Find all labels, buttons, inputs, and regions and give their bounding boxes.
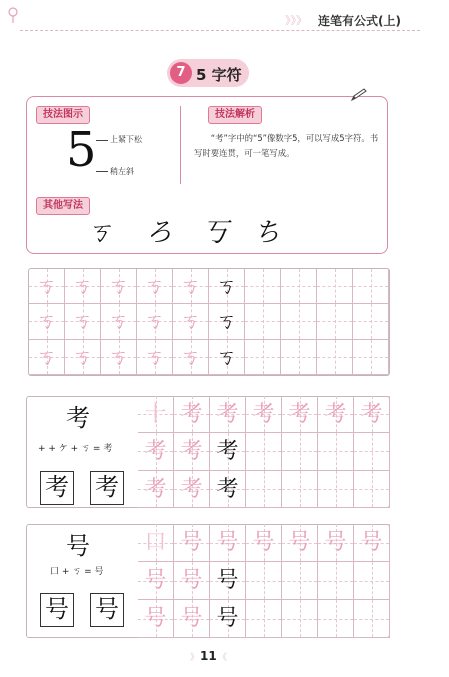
grid-cell [137,304,173,339]
technique-demo-label: 技法图示 [36,106,90,124]
grid-cell [354,433,390,470]
guide-line [335,269,336,303]
grid-character: ㄎ [72,274,93,298]
guide-line [263,304,264,338]
guide-line [336,471,337,507]
grid-character: 号 [144,606,167,631]
grid-character: 考 [324,402,347,427]
grid-character: 考 [216,439,239,465]
mini-char-box: 号 [90,593,124,627]
guide-line [299,340,300,374]
grid-character: 号 [288,530,311,555]
guide-line [264,433,265,469]
block-main-char: 考 [66,404,90,432]
grid-cell [209,340,245,375]
grid-cell [282,600,318,638]
guide-line [264,471,265,507]
grid-cell [318,562,354,600]
guide-line [263,269,264,303]
pencil-icon [350,88,368,102]
grid-character: ㄎ [216,344,237,369]
grid-character: ㄎ [144,274,165,298]
grid-cell [318,600,354,638]
grid-character: ㄎ [108,309,129,334]
grid-cell [65,269,101,304]
grid-character: 考 [252,402,275,427]
grid-cell [245,340,281,375]
block-formula: 口 + ㄎ = 号 [50,567,104,577]
guide-line [371,340,372,374]
lesson-name: 5 字符 [196,66,242,84]
alt-writing-4: ち [254,218,281,248]
grid-cell [318,433,354,470]
grid-character: ㄎ [36,309,57,334]
grid-character: ㄎ [180,274,201,298]
grid-character: 号 [216,530,239,555]
grid-cell [209,304,245,339]
grid-cell [65,304,101,339]
grid-character: ㄎ [36,344,57,369]
technique-analysis-label: 技法解析 [208,106,262,124]
grid-character: 考 [144,476,167,502]
grid-cell [281,340,317,375]
grid-character: 考 [180,476,203,502]
grid-cell [281,304,317,339]
guide-line [372,471,373,507]
guide-line [263,340,264,374]
guide-line [372,600,373,637]
grid-cell [29,340,65,375]
grid-cell [246,471,282,508]
grid-cell [65,340,101,375]
grid-cell [138,524,174,562]
grid-cell [173,269,209,304]
grid-cell [282,524,318,562]
practice-grid [28,268,390,376]
grid-character: 考 [180,439,203,465]
guide-line [264,562,265,599]
grid-character: ㄎ [216,309,237,334]
grid-cell [318,524,354,562]
chapter-title: 连笔有公式(上) [318,14,401,28]
grid-character: ㄎ [180,309,201,334]
grid-cell [210,562,246,600]
header-arrows: 》》》 [285,14,307,27]
grid-cell [354,562,390,600]
grid-cell [353,304,389,339]
grid-character: 号 [252,530,275,555]
grid-cell [174,471,210,508]
guide-line [299,304,300,338]
grid-character: 考 [180,402,203,427]
block-grid [138,396,390,508]
guide-line [300,471,301,507]
annotation-line [96,171,108,172]
grid-cell [137,340,173,375]
grid-cell [210,396,246,433]
grid-character: 考 [144,439,167,465]
alt-writing-1: ㄎ [86,218,113,248]
note-top: 上紧下松 [110,135,142,144]
block-formula: + + ケ + ㄎ = 考 [38,444,113,454]
grid-cell [210,471,246,508]
grid-cell [282,396,318,433]
guide-line [336,600,337,637]
grid-character: 号 [216,606,239,631]
grid-cell [174,524,210,562]
grid-character: 考 [216,402,239,427]
page-number: 11 [200,649,217,663]
grid-cell [354,471,390,508]
grid-cell [210,600,246,638]
grid-character: 号 [180,530,203,555]
annotation-line [96,140,108,141]
grid-character: 号 [144,568,167,593]
footer-arrow-right: 《 [218,653,228,663]
grid-cell [318,471,354,508]
grid-cell [173,304,209,339]
grid-character: ㄎ [36,274,57,298]
grid-cell [29,269,65,304]
guide-line [371,304,372,338]
grid-cell [245,304,281,339]
grid-cell [210,433,246,470]
grid-character: ㄎ [180,344,201,369]
grid-cell [245,269,281,304]
guide-line [372,562,373,599]
alt-writing-3: 丂 [202,218,229,248]
grid-cell [29,304,65,339]
grid-cell [173,340,209,375]
grid-cell [318,396,354,433]
grid-cell [246,433,282,470]
technique-divider [180,106,181,184]
grid-cell [281,269,317,304]
grid-cell [137,269,173,304]
grid-character: ㄎ [144,344,165,369]
corner-flower-icon [6,6,20,24]
grid-cell [174,433,210,470]
grid-character: ㄎ [144,309,165,334]
guide-line [264,600,265,637]
grid-cell [246,396,282,433]
grid-cell [138,600,174,638]
mini-char-box: 考 [40,471,74,505]
grid-character: ㄎ [216,274,237,298]
guide-line [300,562,301,599]
guide-line [300,433,301,469]
grid-cell [174,562,210,600]
grid-character: ㄎ [108,344,129,369]
alt-writing-2: ろ [146,218,173,248]
grid-cell [353,269,389,304]
grid-cell [317,304,353,339]
grid-cell [246,524,282,562]
grid-cell [317,340,353,375]
grid-character: 号 [324,530,347,555]
grid-cell [210,524,246,562]
grid-cell [282,471,318,508]
grid-character: 考 [360,402,383,427]
grid-character: ㄎ [72,344,93,369]
grid-character: 号 [180,606,203,631]
grid-cell [209,269,245,304]
grid-cell [317,269,353,304]
header-divider [20,30,420,31]
block-main-char: 号 [66,532,90,560]
grid-cell [138,562,174,600]
other-writings-label: 其他写法 [36,197,90,215]
demo-character: 5 [66,122,97,178]
grid-character: 号 [360,530,383,555]
grid-cell [174,600,210,638]
guide-line [300,600,301,637]
grid-character: 号 [216,568,239,593]
grid-character: 号 [180,568,203,593]
grid-cell [101,340,137,375]
grid-character: ㄎ [72,309,93,334]
guide-line [336,433,337,469]
lesson-number: 7 [170,62,192,84]
technique-explanation: “考”字中的“5”像数字5，可以写成5字符。书写时要连贯，可一笔写成。 [194,133,379,158]
grid-character: 考 [216,476,239,502]
mini-char-box: 号 [40,593,74,627]
guide-line [299,269,300,303]
grid-cell [354,396,390,433]
guide-line [336,562,337,599]
grid-cell [354,600,390,638]
guide-line [372,433,373,469]
grid-character: 考 [288,402,311,427]
block-grid [138,524,390,638]
guide-line [335,340,336,374]
grid-cell [282,562,318,600]
grid-cell [174,396,210,433]
grid-cell [138,471,174,508]
grid-cell [353,340,389,375]
grid-cell [138,396,174,433]
grid-cell [354,524,390,562]
grid-character: ㄎ [108,274,129,298]
footer-arrow-left: 》 [190,653,200,663]
grid-cell [246,600,282,638]
grid-character: 口 [144,530,167,555]
grid-cell [246,562,282,600]
grid-cell [282,433,318,470]
mini-char-box: 考 [90,471,124,505]
grid-character: 十 [144,402,167,427]
guide-line [335,304,336,338]
guide-line [371,269,372,303]
note-bottom: 稍左斜 [110,167,134,176]
grid-cell [101,269,137,304]
grid-cell [138,433,174,470]
grid-cell [101,304,137,339]
